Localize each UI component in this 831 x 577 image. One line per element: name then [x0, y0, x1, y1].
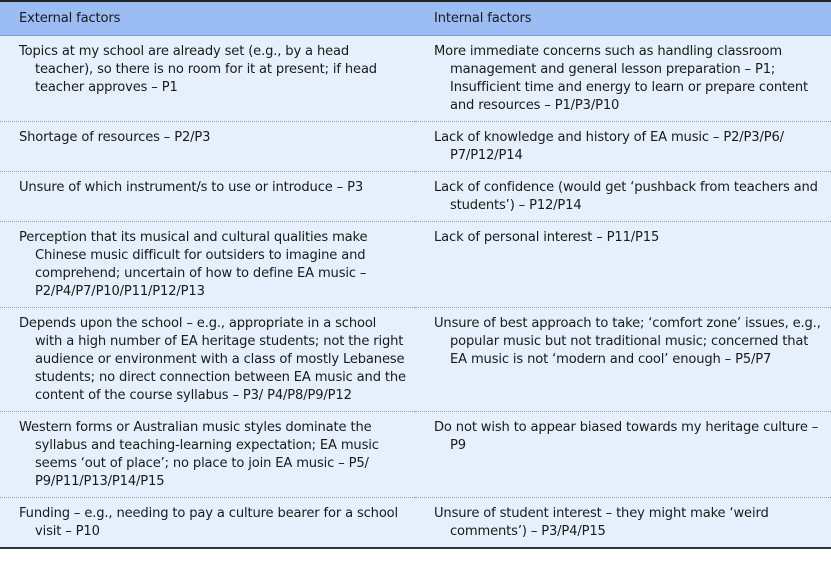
external-factor-cell	[0, 122, 415, 172]
table-row	[0, 122, 831, 172]
table-row	[0, 172, 831, 222]
column-header-external: External factors	[0, 1, 415, 36]
table-row	[0, 412, 831, 498]
cell-text: Topics at my school are already set (e.g., by a head teacher), so there is no room for it at present; if head teacher approves – P1	[19, 44, 377, 95]
cell-text: Perception that its musical and cultural qualities make Chinese music difficult for outsiders to imagine and comprehend; uncertain of how to define EA music – P2/P4/P7/P10/P11/P12/P13	[19, 230, 368, 299]
external-factor-cell	[0, 498, 415, 549]
internal-factor-cell	[415, 412, 831, 498]
cell-text: Western forms or Australian music styles dominate the syllabus and teaching-learning expectation; EA music seems ‘out of place’; no place to join EA music – P5/ P9/P11/P13/P14/P15	[19, 420, 379, 489]
cell-text: Unsure of student interest – they might make ‘weird comments’) – P3/P4/P15	[434, 506, 769, 539]
cell-text: Shortage of resources – P2/P3	[19, 130, 211, 145]
table-row	[0, 36, 831, 122]
cell-text: Lack of knowledge and history of EA music – P2/P3/P6/ P7/P12/P14	[434, 130, 784, 163]
internal-factor-cell	[415, 308, 831, 412]
cell-text: Lack of confidence (would get ‘pushback from teachers and students’) – P12/P14	[434, 180, 818, 213]
table-row	[0, 308, 831, 412]
external-factor-cell	[0, 222, 415, 308]
cell-text: Do not wish to appear biased towards my heritage culture – P9	[434, 420, 819, 453]
header-row	[0, 1, 831, 36]
external-factor-cell	[0, 308, 415, 412]
external-factor-cell	[0, 36, 415, 122]
cell-text: More immediate concerns such as handling classroom management and general lesson preparation – P1; Insufficient time and energy to learn or prepare content and resources – P1/P3/P10	[434, 44, 808, 113]
table-row	[0, 498, 831, 549]
internal-factor-cell	[415, 122, 831, 172]
cell-text: Lack of personal interest – P11/P15	[434, 230, 660, 245]
external-factor-cell	[0, 412, 415, 498]
cell-text: Unsure of best approach to take; ‘comfort zone’ issues, e.g., popular music but not traditional music; concerned that EA music is not ‘modern and cool’ enough – P5/P7	[434, 316, 821, 367]
column-header-internal: Internal factors	[415, 1, 831, 36]
external-factor-cell	[0, 172, 415, 222]
cell-text: Unsure of which instrument/s to use or introduce – P3	[19, 180, 364, 195]
internal-factor-cell	[415, 222, 831, 308]
internal-factor-cell	[415, 36, 831, 122]
table-row	[0, 222, 831, 308]
internal-factor-cell	[415, 172, 831, 222]
internal-factor-cell	[415, 498, 831, 549]
cell-text: Funding – e.g., needing to pay a culture bearer for a school visit – P10	[19, 506, 399, 539]
cell-text: Depends upon the school – e.g., appropriate in a school with a high number of EA heritage students; not the right audience or environment with a class of mostly Lebanese students; no direct connection between EA music and the content of the course syllabus – P3/ P4/P8/P9/P12	[19, 316, 406, 403]
